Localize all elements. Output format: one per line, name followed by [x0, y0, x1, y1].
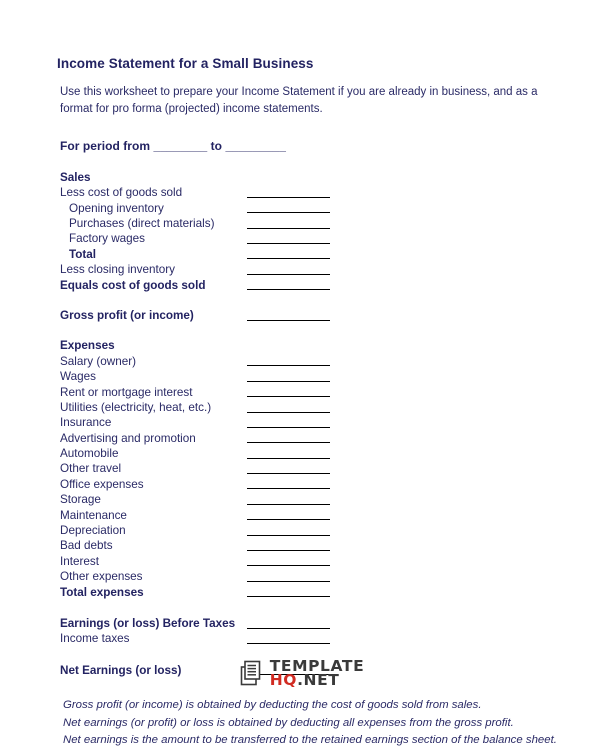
worksheet-amount-blank[interactable]	[247, 442, 330, 443]
worksheet-row	[57, 461, 557, 476]
logo-text-hq: HQ	[269, 671, 298, 689]
sales-section	[57, 170, 557, 293]
worksheet-row-label: Expenses	[60, 339, 115, 353]
worksheet-row	[57, 523, 557, 538]
spacer	[57, 600, 557, 616]
worksheet-row	[57, 170, 557, 185]
worksheet-amount-blank[interactable]	[247, 381, 330, 382]
worksheet-amount-blank[interactable]	[247, 504, 330, 505]
worksheet-row	[57, 585, 557, 600]
worksheet-amount-blank[interactable]	[247, 320, 330, 321]
worksheet-row	[57, 538, 557, 553]
worksheet-row-label: Sales	[60, 170, 91, 184]
worksheet-amount-blank[interactable]	[247, 274, 330, 275]
worksheet-row	[57, 508, 557, 523]
worksheet-row-label: Other travel	[60, 462, 122, 476]
worksheet-row-label: Equals cost of goods sold	[60, 278, 206, 292]
worksheet-row	[57, 477, 557, 492]
worksheet-row-label: Factory wages	[69, 232, 145, 246]
period-from-to-line: For period from ________ to _________	[60, 138, 286, 153]
logo-text-template: TEMPLATE	[269, 656, 365, 675]
worksheet-row	[57, 201, 557, 216]
page-title: Income Statement for a Small Business	[57, 56, 314, 71]
worksheet-row	[57, 185, 557, 200]
worksheet-amount-blank[interactable]	[247, 243, 330, 244]
worksheet-row-label: Advertising and promotion	[60, 431, 196, 445]
worksheet-amount-blank[interactable]	[247, 197, 330, 198]
footer-note-line: Gross profit (or income) is obtained by deducting the cost of goods sold from sales.	[63, 699, 482, 712]
templatehq-logo	[0, 658, 600, 688]
worksheet-row-label: Utilities (electricity, heat, etc.)	[60, 400, 212, 414]
worksheet-row	[57, 231, 557, 246]
worksheet-amount-blank[interactable]	[247, 643, 330, 644]
footer-notes	[57, 697, 557, 749]
worksheet-amount-blank[interactable]	[247, 458, 330, 459]
worksheet-row	[57, 262, 557, 277]
worksheet-row-label: Earnings (or loss) Before Taxes	[60, 617, 236, 630]
worksheet-amount-blank[interactable]	[247, 535, 330, 536]
worksheet-amount-blank[interactable]	[247, 258, 330, 259]
worksheet-amount-blank[interactable]	[247, 412, 330, 413]
spacer	[57, 293, 557, 308]
worksheet-row	[57, 400, 557, 415]
worksheet-amount-blank[interactable]	[247, 581, 330, 582]
worksheet-row	[57, 354, 557, 369]
worksheet-row-label: Insurance	[60, 416, 112, 430]
worksheet-row-label: Total	[69, 247, 97, 261]
worksheet-row	[57, 247, 557, 262]
worksheet-amount-blank[interactable]	[247, 550, 330, 551]
worksheet-row-label: Other expenses	[60, 570, 143, 584]
gross-profit-section	[57, 308, 557, 323]
worksheet-row	[57, 278, 557, 293]
worksheet-row-label: Net Earnings (or loss)	[60, 663, 182, 677]
footer-note-line: Net earnings is the amount to be transferred to the retained earnings section of the balance sheet.	[63, 733, 557, 746]
worksheet-row	[57, 631, 557, 646]
worksheet-row	[57, 446, 557, 461]
worksheet-amount-blank[interactable]	[247, 628, 330, 629]
worksheet-row-label: Wages	[60, 370, 96, 384]
worksheet-row	[57, 216, 557, 231]
worksheet-row	[57, 554, 557, 569]
worksheet-content	[57, 56, 557, 749]
spacer	[57, 323, 557, 338]
worksheet-row-label: Bad debts	[60, 539, 113, 553]
worksheet-row-label: Less cost of goods sold	[60, 186, 183, 200]
worksheet-row	[57, 492, 557, 507]
worksheet-row-label: Depreciation	[60, 524, 126, 538]
worksheet-amount-blank[interactable]	[247, 289, 330, 290]
earnings-before-taxes-section	[57, 616, 557, 647]
worksheet-amount-blank[interactable]	[247, 212, 330, 213]
worksheet-row-label: Salary (owner)	[60, 354, 136, 368]
worksheet-row-label: Interest	[60, 554, 99, 568]
worksheet-row	[57, 338, 557, 353]
worksheet-row	[57, 569, 557, 584]
worksheet-row-label: Rent or mortgage interest	[60, 385, 193, 399]
worksheet-row	[57, 385, 557, 400]
worksheet-row-label: Office expenses	[60, 477, 144, 491]
worksheet-amount-blank[interactable]	[247, 519, 330, 520]
footer-note-line: Net earnings (or profit) or loss is obtained by deducting all expenses from the gross profit.	[63, 716, 514, 729]
worksheet-amount-blank[interactable]	[247, 365, 330, 366]
worksheet-row-label: Automobile	[60, 447, 119, 461]
worksheet-row	[57, 431, 557, 446]
worksheet-amount-blank[interactable]	[247, 427, 330, 428]
worksheet-row-label: Maintenance	[60, 508, 127, 522]
worksheet-row-label: Gross profit (or income)	[60, 308, 194, 322]
intro-paragraph: Use this worksheet to prepare your Income Statement if you are already in business, and as a format for pro forma (projected) income statements.	[60, 86, 538, 115]
worksheet-row-label: Storage	[60, 493, 101, 507]
worksheet-amount-blank[interactable]	[247, 565, 330, 566]
worksheet-row-label: Purchases (direct materials)	[69, 217, 215, 231]
worksheet-amount-blank[interactable]	[247, 488, 330, 489]
logo-text-net: .NET	[297, 671, 340, 689]
worksheet-amount-blank[interactable]	[247, 596, 330, 597]
worksheet-amount-blank[interactable]	[247, 473, 330, 474]
worksheet-row	[57, 616, 557, 631]
worksheet-row-label: Less closing inventory	[60, 263, 175, 277]
worksheet-row-label: Total expenses	[60, 585, 144, 599]
worksheet-row	[57, 308, 557, 323]
document-stack-icon	[236, 658, 266, 688]
worksheet-row	[57, 415, 557, 430]
worksheet-row	[57, 369, 557, 384]
worksheet-row-label: Income taxes	[60, 632, 130, 646]
logo-text-hqnet	[270, 673, 365, 687]
expenses-section	[57, 338, 557, 600]
worksheet-amount-blank[interactable]	[247, 228, 330, 229]
worksheet-amount-blank[interactable]	[247, 396, 330, 397]
worksheet-row-label: Opening inventory	[69, 201, 164, 215]
